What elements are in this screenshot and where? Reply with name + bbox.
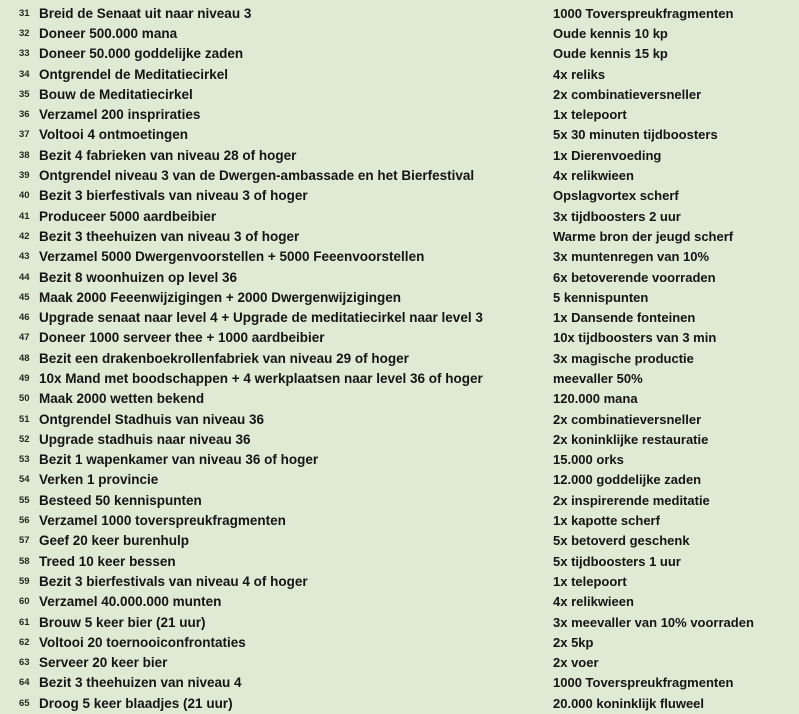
quest-reward-label: 5 kennispunten	[553, 289, 649, 305]
quest-task-label: Droog 5 keer blaadjes (21 uur)	[39, 695, 233, 711]
quest-task-label: Bezit 3 bierfestivals van niveau 3 of hoger	[39, 188, 308, 204]
quest-reward-label: Oude kennis 15 kp	[553, 46, 668, 62]
quest-number: 40	[19, 190, 30, 202]
quest-reward-label: 2x 5kp	[553, 634, 594, 650]
quest-reward-label: 1x Dansende fonteinen	[553, 310, 696, 326]
quest-task-label: Ontgrendel niveau 3 van de Dwergen-ambassade en het Bierfestival	[39, 168, 475, 184]
table-row	[0, 531, 799, 551]
table-row	[0, 673, 799, 693]
quest-task-label: Bezit 8 woonhuizen op level 36	[39, 269, 238, 285]
table-row	[0, 247, 799, 267]
quest-task-label: Brouw 5 keer bier (21 uur)	[39, 614, 206, 630]
table-row	[0, 64, 799, 84]
quest-reward-label: 2x inspirerende meditatie	[553, 492, 710, 508]
quest-number: 47	[19, 332, 30, 344]
quest-number: 43	[19, 251, 30, 263]
table-row	[0, 389, 799, 409]
table-row	[0, 125, 799, 145]
quest-reward-label: 5x 30 minuten tijdboosters	[553, 127, 718, 143]
quest-task-label: Treed 10 keer bessen	[39, 553, 176, 569]
table-row	[0, 470, 799, 490]
table-row	[0, 450, 799, 470]
quest-number: 45	[19, 291, 30, 303]
quest-reward-label: 120.000 mana	[553, 391, 638, 407]
quest-task-label: Maak 2000 Feeenwijzigingen + 2000 Dwergenwijzigingen	[39, 289, 401, 305]
table-row	[0, 3, 799, 23]
quest-number: 44	[19, 271, 30, 283]
table-row	[0, 551, 799, 571]
quest-task-label: Bezit 3 theehuizen van niveau 3 of hoger	[39, 228, 300, 244]
quest-task-label: Verzamel 5000 Dwergenvoorstellen + 5000 Feeenvoorstellen	[39, 249, 425, 265]
quest-reward-label: 20.000 koninklijk fluweel	[553, 695, 705, 711]
quest-reward-label: 5x tijdboosters 1 uur	[553, 553, 681, 569]
quest-number: 31	[19, 7, 30, 19]
quest-task-label: Voltooi 20 toernooiconfrontaties	[39, 634, 246, 650]
table-row	[0, 104, 799, 124]
quest-reward-label: 2x koninklijke restauratie	[553, 431, 709, 447]
quest-reward-label: 15.000 orks	[553, 452, 624, 468]
quest-reward-label: 10x tijdboosters van 3 min	[553, 330, 717, 346]
quest-task-label: Breid de Senaat uit naar niveau 3	[39, 5, 252, 21]
quest-reward-label: 3x tijdboosters 2 uur	[553, 208, 681, 224]
table-row	[0, 348, 799, 368]
quest-reward-label: 3x muntenregen van 10%	[553, 249, 710, 265]
quest-number: 33	[19, 48, 30, 60]
quest-number: 34	[19, 68, 30, 80]
quest-task-label: Doneer 50.000 goddelijke zaden	[39, 46, 244, 62]
quest-reward-label: 1x Dierenvoeding	[553, 147, 662, 163]
quest-reward-label: 5x betoverd geschenk	[553, 533, 690, 549]
table-row	[0, 368, 799, 388]
quest-task-label: Maak 2000 wetten bekend	[39, 391, 205, 407]
quest-reward-label: 3x meevaller van 10% voorraden	[553, 614, 754, 630]
quest-number: 57	[19, 535, 30, 547]
table-row	[0, 632, 799, 652]
quest-number: 65	[19, 697, 30, 709]
quest-task-label: Ontgrendel Stadhuis van niveau 36	[39, 411, 265, 427]
table-row	[0, 409, 799, 429]
quest-task-label: 10x Mand met boodschappen + 4 werkplaatsen naar level 36 of hoger	[39, 370, 483, 386]
quest-reward-label: 1000 Toverspreukfragmenten	[553, 5, 734, 21]
quest-task-label: Bezit 3 bierfestivals van niveau 4 of hoger	[39, 573, 308, 589]
table-row	[0, 23, 799, 43]
table-row	[0, 693, 799, 713]
quest-task-label: Doneer 500.000 mana	[39, 25, 178, 41]
quest-number: 52	[19, 433, 30, 445]
quest-task-label: Geef 20 keer burenhulp	[39, 533, 190, 549]
table-row	[0, 612, 799, 632]
quest-task-label: Bouw de Meditatiecirkel	[39, 86, 193, 102]
quest-number: 48	[19, 352, 30, 364]
quest-reward-label: 1x telepoort	[553, 107, 627, 123]
quest-number: 42	[19, 230, 30, 242]
quest-reward-label: 6x betoverende voorraden	[553, 269, 716, 285]
quest-task-label: Doneer 1000 serveer thee + 1000 aardbeibier	[39, 330, 325, 346]
quest-number: 49	[19, 372, 30, 384]
quest-number: 35	[19, 88, 30, 100]
quest-reward-label: 1000 Toverspreukfragmenten	[553, 675, 734, 691]
quest-task-label: Bezit 4 fabrieken van niveau 28 of hoger	[39, 147, 297, 163]
table-row	[0, 653, 799, 673]
quest-reward-label: 2x voer	[553, 655, 599, 671]
quest-reward-label: 4x relikwieen	[553, 168, 634, 184]
quest-number: 53	[19, 454, 30, 466]
quest-number: 39	[19, 170, 30, 182]
quest-number: 59	[19, 575, 30, 587]
quest-reward-label: 12.000 goddelijke zaden	[553, 472, 702, 488]
table-row	[0, 307, 799, 327]
quest-number: 50	[19, 393, 30, 405]
quest-task-label: Bezit 1 wapenkamer van niveau 36 of hoger	[39, 452, 319, 468]
quest-number: 55	[19, 494, 30, 506]
quest-number: 36	[19, 109, 30, 121]
table-row	[0, 186, 799, 206]
quest-reward-label: 3x magische productie	[553, 350, 694, 366]
table-row	[0, 267, 799, 287]
quest-reward-label: 2x combinatieversneller	[553, 411, 702, 427]
quest-task-label: Verzamel 200 inspriraties	[39, 107, 201, 123]
table-row	[0, 328, 799, 348]
table-row	[0, 490, 799, 510]
quest-number: 54	[19, 474, 30, 486]
table-row	[0, 84, 799, 104]
table-row	[0, 145, 799, 165]
quest-task-label: Besteed 50 kennispunten	[39, 492, 202, 508]
quest-number: 62	[19, 636, 30, 648]
quest-task-label: Serveer 20 keer bier	[39, 655, 168, 671]
quest-reward-label: 4x relikwieen	[553, 594, 634, 610]
quest-number: 46	[19, 312, 30, 324]
quest-reward-label: 1x kapotte scherf	[553, 513, 660, 529]
quest-task-label: Ontgrendel de Meditatiecirkel	[39, 66, 229, 82]
quest-task-label: Verken 1 provincie	[39, 472, 159, 488]
table-row	[0, 165, 799, 185]
quest-task-label: Voltooi 4 ontmoetingen	[39, 127, 188, 143]
quest-reward-label: Opslagvortex scherf	[553, 188, 679, 204]
table-row	[0, 287, 799, 307]
quest-number: 60	[19, 596, 30, 608]
quest-task-label: Upgrade senaat naar level 4 + Upgrade de meditatiecirkel naar level 3	[39, 310, 483, 326]
table-row	[0, 429, 799, 449]
quest-number: 32	[19, 27, 30, 39]
quest-reward-label: Oude kennis 10 kp	[553, 25, 668, 41]
table-row	[0, 592, 799, 612]
quest-task-label: Bezit een drakenboekrollenfabriek van niveau 29 of hoger	[39, 350, 409, 366]
table-row	[0, 226, 799, 246]
quest-number: 56	[19, 515, 30, 527]
quest-number: 63	[19, 657, 30, 669]
quest-number: 61	[19, 616, 30, 628]
quest-reward-label: Warme bron der jeugd scherf	[553, 228, 734, 244]
quest-reward-label: 2x combinatieversneller	[553, 86, 702, 102]
quest-reward-label: meevaller 50%	[553, 370, 643, 386]
quest-number: 58	[19, 555, 30, 567]
table-row	[0, 44, 799, 64]
quest-task-label: Verzamel 1000 toverspreukfragmenten	[39, 513, 286, 529]
quest-reward-label: 1x telepoort	[553, 573, 627, 589]
quest-task-label: Produceer 5000 aardbeibier	[39, 208, 217, 224]
quest-number: 37	[19, 129, 30, 141]
quest-number: 64	[19, 677, 30, 689]
quest-task-label: Bezit 3 theehuizen van niveau 4	[39, 675, 242, 691]
quest-number: 38	[19, 149, 30, 161]
quest-task-label: Verzamel 40.000.000 munten	[39, 594, 222, 610]
quest-task-label: Upgrade stadhuis naar niveau 36	[39, 431, 251, 447]
quest-number: 51	[19, 413, 30, 425]
table-row	[0, 571, 799, 591]
table-row	[0, 510, 799, 530]
quest-number: 41	[19, 210, 30, 222]
quest-reward-label: 4x reliks	[553, 66, 606, 82]
table-row	[0, 206, 799, 226]
